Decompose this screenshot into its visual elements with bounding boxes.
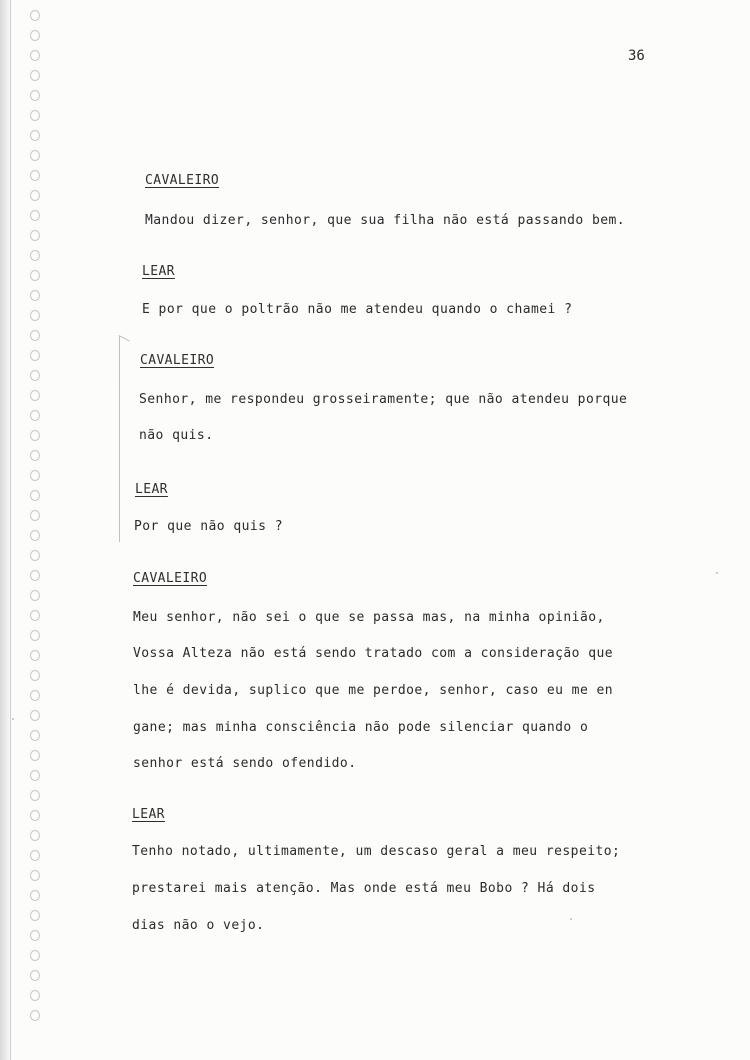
punch-hole [30,10,40,21]
punch-hole [30,810,40,821]
punch-hole [30,370,40,381]
punch-hole [30,910,40,921]
punch-hole [30,1010,40,1021]
dialogue-line: Senhor, me respondeu grosseiramente; que não atendeu porque [139,392,628,407]
punch-hole [30,230,40,241]
paper-speck [570,918,572,920]
punch-hole [30,750,40,761]
speaker-name: CAVALEIRO [140,353,215,368]
punch-hole [30,490,40,501]
speaker-name: LEAR [135,482,168,497]
dialogue-line: gane; mas minha consciência não pode silenciar quando o [133,720,589,735]
punch-hole [30,350,40,361]
paper-speck [12,718,14,720]
punch-hole [30,470,40,481]
punch-hole [30,170,40,181]
punch-hole [30,270,40,281]
punch-hole [30,290,40,301]
punch-hole [30,670,40,681]
margin-bracket-mark [119,336,124,542]
punch-hole [30,110,40,121]
punch-hole [30,730,40,741]
punch-hole [30,850,40,861]
dialogue-line: dias não o vejo. [132,918,265,933]
speaker-name: CAVALEIRO [133,571,208,586]
dialogue-line: Meu senhor, não sei o que se passa mas, na minha opinião, [133,610,605,625]
punch-hole [30,550,40,561]
punch-hole [30,790,40,801]
punch-hole [30,590,40,601]
punch-hole [30,530,40,541]
speaker-name: LEAR [142,264,175,279]
dialogue-line: lhe é devida, suplico que me perdoe, senhor, caso eu me en [133,683,614,698]
paper-speck [716,572,718,574]
punch-hole [30,970,40,981]
punch-hole [30,330,40,341]
punch-hole [30,130,40,141]
punch-hole [30,990,40,1001]
punch-hole [30,390,40,401]
dialogue-line: não quis. [139,428,214,443]
punch-hole [30,570,40,581]
page-number: 36 [628,48,645,64]
punch-hole [30,510,40,521]
punch-hole [30,30,40,41]
dialogue-line: E por que o poltrão não me atendeu quando o chamei ? [142,302,573,317]
punch-hole [30,770,40,781]
punch-hole [30,50,40,61]
punch-hole [30,430,40,441]
punch-hole [30,710,40,721]
speaker-name: LEAR [132,807,165,822]
punch-hole [30,450,40,461]
punch-hole [30,410,40,421]
punch-hole [30,930,40,941]
speaker-name: CAVALEIRO [145,173,220,188]
punch-hole [30,830,40,841]
punch-hole [30,150,40,161]
punch-hole [30,90,40,101]
dialogue-line: Mandou dizer, senhor, que sua filha não está passando bem. [145,213,626,228]
dialogue-line: Por que não quis ? [134,519,283,534]
punch-hole [30,650,40,661]
punch-hole [30,690,40,701]
punch-hole [30,610,40,621]
punch-holes [30,10,50,1040]
dialogue-line: senhor está sendo ofendido. [133,756,357,771]
binding-edge [0,0,11,1060]
dialogue-line: Tenho notado, ultimamente, um descaso geral a meu respeito; [132,844,621,859]
punch-hole [30,950,40,961]
punch-hole [30,210,40,221]
punch-hole [30,70,40,81]
dialogue-line: prestarei mais atenção. Mas onde está meu Bobo ? Há dois [132,881,596,896]
punch-hole [30,870,40,881]
punch-hole [30,250,40,261]
punch-hole [30,310,40,321]
punch-hole [30,630,40,641]
dialogue-line: Vossa Alteza não está sendo tratado com a consideração que [133,646,614,661]
punch-hole [30,190,40,201]
punch-hole [30,890,40,901]
